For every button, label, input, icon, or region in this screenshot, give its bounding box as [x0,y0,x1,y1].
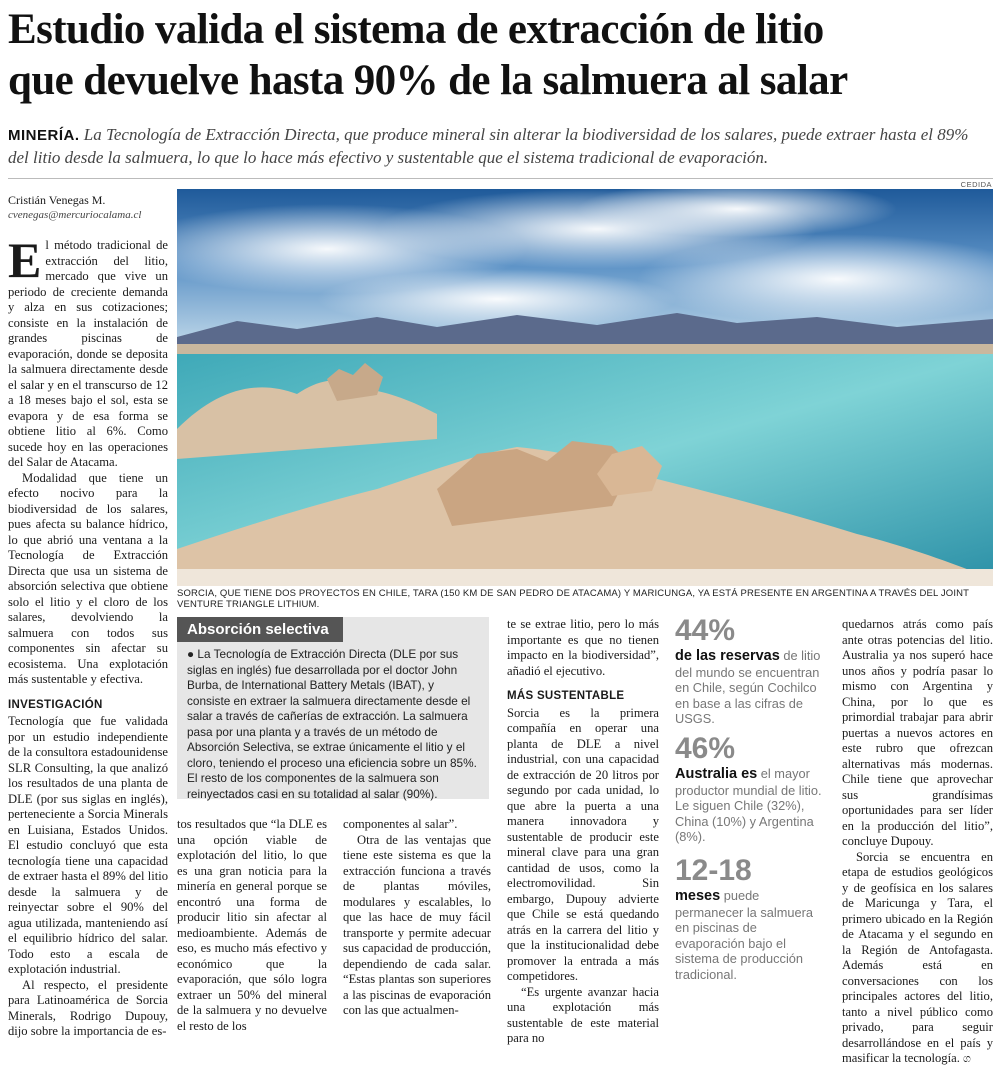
stat-body: de litio del mundo se encuentran en Chile, según Cochilco en base a las cifras de USGS. [675,648,821,726]
column-2 [177,817,327,1034]
column-4 [507,617,659,1047]
stat-block [675,614,825,732]
photo-credit: CEDIDA [960,180,992,189]
paragraph: “Es urgente avanzar hacia una explotación más sustentable de este material para no [507,984,659,1045]
paragraph: Sorcia es la primera compañía en operar una planta de DLE a nivel industrial, con una capacidad de extracción de 20 litros por segundo por cada unidad, lo que abre la puerta a una manera innovadora y sustentable de producir este mineral clave para una gran cantidad de usos, como la electromovilidad. Sin embargo, Dupouy advierte que Chile se está quedando atrás en la carrera del litio y que la institucionalidad debe promover la entrada a más competidores. [507,705,659,983]
divider [8,178,993,179]
box-title: Absorción selectiva [177,617,343,642]
paragraph-text: l método tradicional de extracción del litio, mercado que vive un periodo de creciente demanda y alza en sus cotizaciones; consiste en la instalación de grandes piscinas de evaporación, donde se deposita la salmuera directamente desde el salar y en el transcurso de 12 a 18 meses bajo el sol, esta se evapora y de esa forma se obtiene litio al 6%. Como sucede hoy en las operaciones del Salar de Atacama. [8,238,168,469]
column-3 [343,817,491,1019]
stat-body: el mayor productor mundial de litio. Le siguen Chile (32%), China (10%) y Argentina (8%). [675,766,822,844]
stat-text [675,766,825,845]
paragraph: componentes al salar”. [343,817,458,831]
byline-author: Cristián Venegas M. [8,193,106,207]
stat-lead: de las reservas [675,648,780,664]
paragraph: te se extrae litio, pero lo más importante es que no tienen impacto en la biodiversidad”, añadió el ejecutivo. [507,617,659,678]
stat-number: 12-18 [675,854,752,887]
dropcap: E [8,232,42,288]
stat-text [675,648,825,727]
paragraph: Modalidad que tiene un efecto nocivo para la biodiversidad de los salares, pues afecta su balance hídrico, lo que abrió una ventana a la Tecnología de Extracción Directa que usa un sistema de absorción selectiva que obtiene solo el litio y el cloro de los salares, devolviendo la salmuera con todos sus componentes sin afectar su ecosistema. Una explotación más sustentable y efectiva. [8,470,168,686]
lagoon-photo [177,189,993,586]
headline [8,4,993,106]
headline-line-1: Estudio valida el sistema de extracción de litio [8,6,824,53]
deck [8,124,993,169]
stat-lead: Australia es [675,766,758,782]
box-text [177,642,489,802]
end-mark-icon: ග [963,1052,971,1065]
byline-email[interactable]: cvenegas@mercuriocalama.cl [8,209,142,221]
stats-column [675,614,825,982]
stat-block [675,854,825,982]
subhead-investigacion: INVESTIGACIÓN [8,698,103,711]
paragraph: tos resultados que “la DLE es una opción viable de explotación del litio, lo que es una gran noticia para la minería en general porque se encontró una forma de producir litio sin afectar al medioambiente. Además de eso, es mucho más efectivo y económico que la evaporación, que sólo logra extraer un 50% del mineral de la salmuera y no devuelve el resto de los [177,817,327,1033]
stat-text [675,888,825,982]
bullet-icon: ● [187,647,195,661]
paragraph: quedarnos atrás como país ante otras potencias del litio. Australia ya nos superó hace unos años y podría pasar lo mismo con Argentina y China, por lo que es primordial trabajar para abrir puertas a nuevos actores en este rubro que ofrezcan alternativas más modernas. Chile tiene que aprovechar sus grandísimas oportunidades para ser líder en la producción del litio”, concluye Dupouy. [842,617,993,848]
salt-flat-lagoon-image [177,189,993,586]
subhead-mas-sustentable: MÁS SUSTENTABLE [507,690,625,702]
box-body: La Tecnología de Extracción Directa (DLE por sus siglas en inglés) fue desarrollada por el doctor John Burba, de International Battery Metals (IBAT), y consiste en extraer la salmuera directamente desde el salar a través de cañerías de extracción. La salmuera pasa por una planta y a través de un método de Absorción Selectiva, se extrae únicamente el litio y el cloro, teniendo el proceso una eficiencia sobre un 85%. El resto de los componentes de la salmuera son reinyectados casi en su totalidad al salar (90%). [187,647,477,801]
sidebar-box [177,617,489,799]
column-1 [8,232,168,1040]
paragraph [842,850,993,1067]
stat-lead: meses [675,888,721,904]
paragraph-text: Sorcia se encuentra en etapa de estudios geológicos y de geofísica en los salares de Maricunga y Tara, el primero ubicado en la Región de Atacama y el segundo en la Región de Antofagasta. Además está en conversaciones con los principales actores del litio, tanto a nivel público como privado, para seguir desarrollándose en el país y masificar la tecnología. [842,849,993,1065]
paragraph: Tecnología que fue validada por un estudio independiente de la consultora estadounidense SLR Consulting, la que analizó los resultados de una planta de DLE (por sus siglas en inglés), perteneciente a Sorcia Minerals en Luisiana, Estados Unidos. El estudio concluyó que esta tecnología tiene una capacidad de extraer hasta el 89% del litio desde la salmuera y de reinyectar sobre el 90% del agua utilizada, manteniendo así el equilibrio hídrico del salar. Todo esto a escala de explotación industrial. [8,714,168,976]
stat-number: 46% [675,732,736,765]
deck-kicker: MINERÍA. [8,127,80,144]
byline [8,193,168,221]
stat-body: puede permanecer la salmuera en piscinas de evaporación bajo el sistema de producción tradicional. [675,888,813,982]
deck-text: La Tecnología de Extracción Directa, que produce mineral sin alterar la biodiversidad de los salares, puede extraer hasta el 89% del litio desde la salmuera, lo que lo hace más efectivo y sustentable que el sistema tradicional de evaporación. [8,125,969,167]
stat-block [675,732,825,854]
paragraph: Otra de las ventajas que tiene este sistema es que la extracción funciona a través de plantas móviles, modulares y escalables, lo que las hace de muy fácil transporte y permite adecuar sus capacidad de producción, dependiendo de cada salar. “Estas plantas son superiores a las piscinas de evaporación con las que actualmen- [343,832,491,1017]
paragraph: Al respecto, el presidente para Latinoamérica de Sorcia Minerals, Rodrigo Dupouy, dijo sobre la importancia de es- [8,977,168,1038]
headline-line-2: que devuelve hasta 90% de la salmuera al salar [8,57,848,104]
paragraph [8,232,168,471]
photo-caption: SORCIA, QUE TIENE DOS PROYECTOS EN CHILE, TARA (150 KM DE SAN PEDRO DE ATACAMA) Y MARICUNGA, YA ESTÁ PRESENTE EN ARGENTINA A TRAVÉS DEL JOINT VENTURE TRIANGLE LITHIUM. [177,588,969,610]
stat-number: 44% [675,614,736,647]
column-6 [842,617,993,1067]
